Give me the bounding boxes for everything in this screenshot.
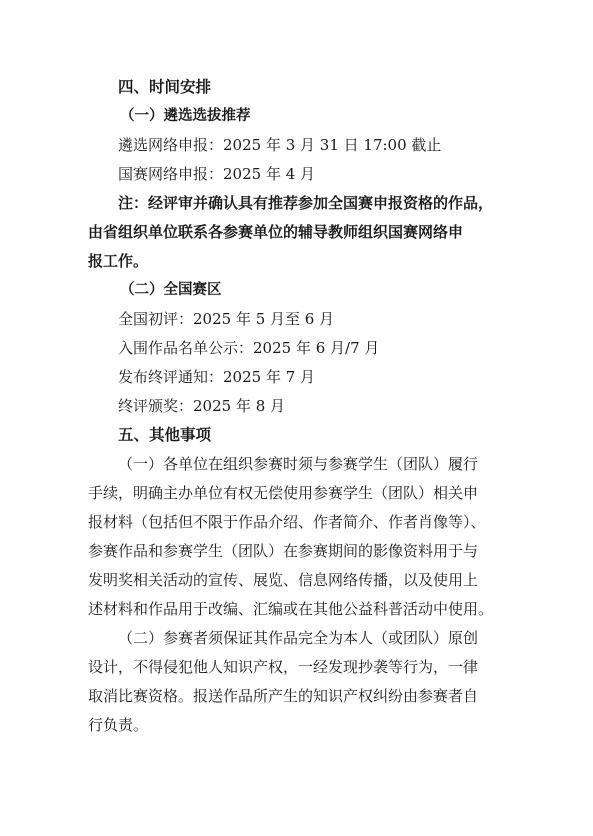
timeline-item: 国赛网络申报：2025 年 4 月 bbox=[118, 165, 316, 183]
timeline-item: 遴选网络申报：2025 年 3 月 31 日 17:00 截止 bbox=[118, 136, 442, 154]
paragraph-line: 行负责。 bbox=[88, 716, 149, 734]
subsection-1-heading: （一）遴选选拔推荐 bbox=[120, 108, 251, 124]
paragraph-line: 手续，明确主办单位有权无偿使用参赛学生（团队）相关申 bbox=[88, 484, 479, 502]
timeline-item: 终评颁奖：2025 年 8 月 bbox=[118, 397, 286, 415]
paragraph-line: 发明奖相关活动的宣传、展览、信息网络传播，以及使用上 bbox=[88, 571, 479, 589]
paragraph-line: 参赛作品和参赛学生（团队）在参赛期间的影像资料用于与 bbox=[88, 542, 479, 560]
timeline-item: 发布终评通知：2025 年 7 月 bbox=[118, 368, 316, 386]
paragraph-line: 取消比赛资格。报送作品所产生的知识产权纠纷由参赛者自 bbox=[88, 687, 479, 705]
paragraph-line: 设计，不得侵犯他人知识产权，一经发现抄袭等行为，一律 bbox=[88, 658, 479, 676]
paragraph-line: 报材料（包括但不限于作品介绍、作者简介、作者肖像等）、 bbox=[88, 513, 486, 531]
paragraph-line: （一）各单位在组织参赛时须与参赛学生（团队）履行 bbox=[118, 455, 479, 473]
note-line: 注：经评审并确认具有推荐参加全国赛申报资格的作品， bbox=[118, 194, 494, 212]
section-4-heading: 四、时间安排 bbox=[118, 78, 212, 96]
paragraph-line: （二）参赛者须保证其作品完全为本人（或团队）原创 bbox=[118, 629, 479, 647]
note-line: 由省组织单位联系各参赛单位的辅导教师组织国赛网络申 bbox=[88, 223, 464, 241]
timeline-item: 入围作品名单公示：2025 年 6 月/7 月 bbox=[118, 339, 380, 357]
note-line: 报工作。 bbox=[88, 252, 149, 270]
section-5-heading: 五、其他事项 bbox=[118, 426, 212, 444]
subsection-2-heading: （二）全国赛区 bbox=[120, 282, 222, 298]
paragraph-line: 述材料和作品用于改编、汇编或在其他公益科普活动中使用。 bbox=[88, 600, 494, 618]
timeline-item: 全国初评：2025 年 5 月至 6 月 bbox=[118, 310, 335, 328]
